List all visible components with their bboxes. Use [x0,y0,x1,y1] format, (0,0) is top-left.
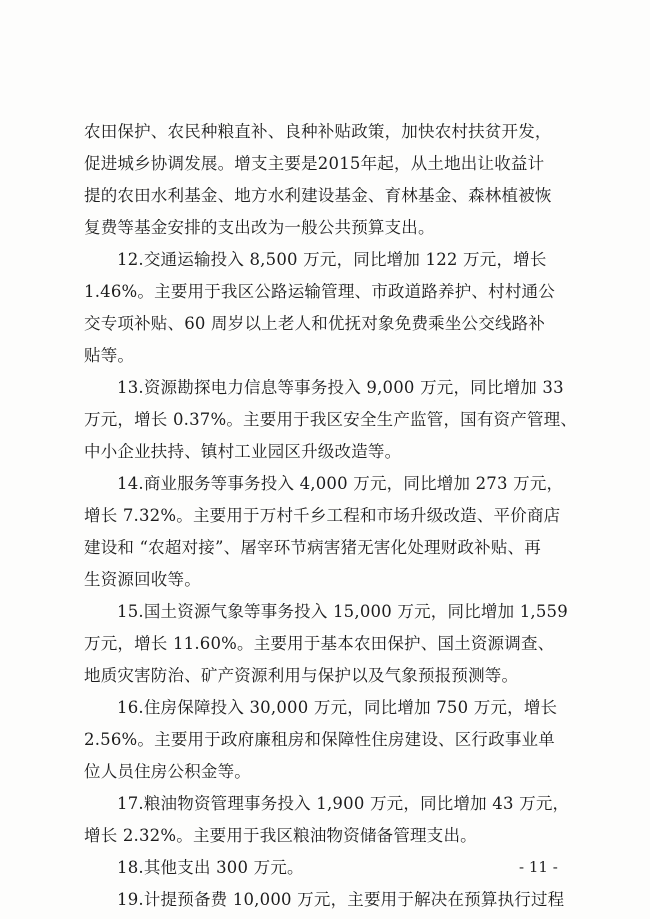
paragraph [84,884,572,916]
page-number: - 11 - [519,858,558,876]
body-text [84,116,578,916]
text-line: 促进城乡协调发展。增支主要是2015年起，从土地出让收益计 [84,154,545,173]
text-line: 16.住房保障投入 30,000 万元，同比增加 750 万元，增长 [117,698,558,717]
text-line: 14.商业服务等事务投入 4,000 万元，同比增加 273 万元， [117,474,564,493]
paragraph [84,692,572,788]
text-line: 交专项补贴、60 周岁以上老人和优抚对象免费乘坐公交线路补 [84,314,546,333]
text-line: 农田保护、农民种粮直补、良种补贴政策，加快农村扶贫开发， [84,122,552,141]
text-line: 增长 7.32%。主要用于万村千乡工程和市场升级改造、平价商店 [84,506,561,525]
text-line: 1.46%。主要用于我区公路运输管理、市政道路养护、村村通公 [84,282,555,301]
text-line: 2.56%。主要用于政府廉租房和保障性住房建设、区行政事业单 [84,730,555,749]
text-line: 贴等。 [84,346,135,365]
paragraph [84,372,578,468]
text-line: 生资源回收等。 [84,570,201,589]
text-line: 提的农田水利基金、地方水利建设基金、育林基金、森林植被恢 [84,186,552,205]
paragraph [84,244,572,372]
paragraph [84,788,572,852]
text-line: 中小企业扶持、镇村工业园区升级改造等。 [84,442,402,461]
text-line: 15.国土资源气象等事务投入 15,000 万元，同比增加 1,559 [117,602,568,621]
text-line: 18.其他支出 300 万元。 [117,858,304,877]
text-line: 位人员住房公积金等。 [84,762,251,781]
text-line: 增长 2.32%。主要用于我区粮油物资储备管理支出。 [84,826,477,845]
paragraph [84,852,572,884]
text-line: 地质灾害防治、矿产资源利用与保护以及气象预报预测等。 [84,666,519,685]
paragraph [84,116,572,244]
text-line: 19.计提预备费 10,000 万元，主要用于解决在预算执行过程 [117,890,565,909]
paragraph [84,468,572,596]
text-line: 万元，增长 11.60%。主要用于基本农田保护、国土资源调查、 [84,634,555,653]
text-line: 万元，增长 0.37%。主要用于我区安全生产监管，国有资产管理、 [84,410,578,429]
text-line: 17.粮油物资管理事务投入 1,900 万元，同比增加 43 万元， [117,794,570,813]
paragraph [84,596,572,692]
text-line: 建设和 “农超对接”、屠宰环节病害猪无害化处理财政补贴、再 [84,538,541,557]
text-line: 12.交通运输投入 8,500 万元，同比增加 122 万元，增长 [117,250,547,269]
text-line: 复费等基金安排的支出改为一般公共预算支出。 [84,218,435,237]
text-line: 13.资源勘探电力信息等事务投入 9,000 万元，同比增加 33 [117,378,564,397]
